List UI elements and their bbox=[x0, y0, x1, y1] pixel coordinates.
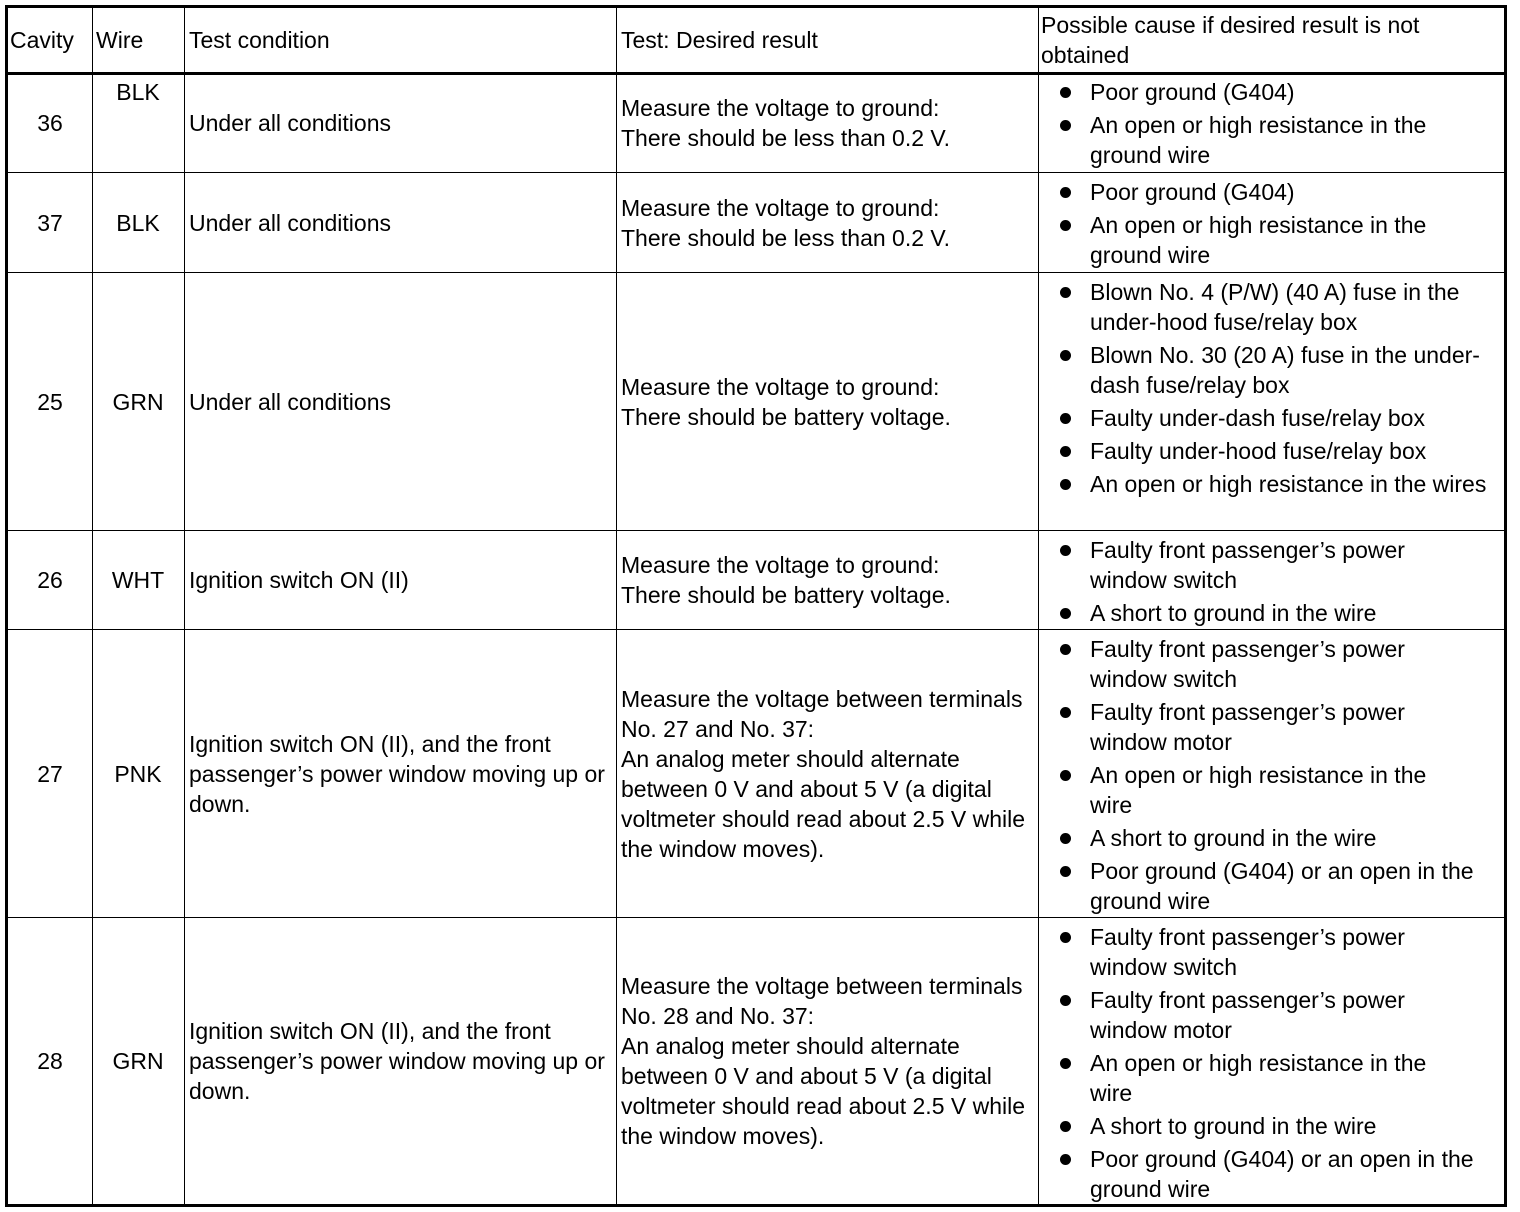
causes-cell bbox=[1038, 277, 1504, 530]
result-cell: Measure the voltage between terminals No. 27 and No. 37: An analog meter should alternate between 0 V and about 5 V (a digital voltmeter should read about 2.5 V while the window moves). bbox=[621, 685, 1026, 862]
cause-item: Poor ground (G404) or an open in the ground wire bbox=[1038, 1144, 1474, 1204]
cause-item: Blown No. 4 (P/W) (40 A) fuse in the under-hood fuse/relay box bbox=[1038, 277, 1500, 337]
header-possible-cause: Possible cause if desired result is not obtained bbox=[1041, 12, 1420, 68]
table-row bbox=[8, 173, 1504, 272]
cause-item: Blown No. 30 (20 A) fuse in the under-dash fuse/relay box bbox=[1038, 340, 1500, 400]
causes-list bbox=[1038, 535, 1454, 628]
cause-item: Faulty front passenger’s power window motor bbox=[1038, 985, 1474, 1045]
table-row bbox=[8, 630, 1504, 917]
result-cell: Measure the voltage to ground: There should be battery voltage. bbox=[621, 552, 951, 608]
wire-cell: WHT bbox=[111, 567, 165, 593]
table-row bbox=[8, 273, 1504, 530]
result-cell: Measure the voltage to ground: There should be battery voltage. bbox=[621, 373, 951, 430]
causes-list bbox=[1038, 277, 1500, 499]
header-cavity: Cavity bbox=[10, 27, 74, 53]
cause-item: Poor ground (G404) or an open in the ground wire bbox=[1038, 856, 1474, 916]
condition-cell: Ignition switch ON (II), and the front passenger’s power window moving up or down. bbox=[189, 730, 605, 817]
header-test-condition: Test condition bbox=[189, 27, 330, 53]
causes-cell bbox=[1038, 77, 1504, 172]
causes-list bbox=[1038, 922, 1474, 1204]
cause-item: Poor ground (G404) bbox=[1038, 177, 1496, 207]
cause-item: A short to ground in the wire bbox=[1038, 598, 1454, 628]
table-row bbox=[8, 918, 1504, 1204]
wire-cell: GRN bbox=[112, 388, 164, 415]
cause-item: A short to ground in the wire bbox=[1038, 1111, 1474, 1141]
condition-cell: Under all conditions bbox=[189, 209, 392, 236]
cause-item: Faulty under-hood fuse/relay box bbox=[1038, 436, 1500, 466]
cause-item: Faulty front passenger’s power window switch bbox=[1038, 922, 1474, 982]
result-cell: Measure the voltage to ground: There should be less than 0.2 V. bbox=[621, 194, 951, 251]
causes-cell bbox=[1038, 535, 1504, 629]
cause-item: Faulty front passenger’s power window switch bbox=[1038, 634, 1474, 694]
header-desired-result: Test: Desired result bbox=[621, 27, 818, 53]
condition-cell: Under all conditions bbox=[189, 109, 392, 136]
condition-cell: Under all conditions bbox=[189, 388, 392, 415]
cavity-cell: 28 bbox=[37, 1048, 63, 1074]
cavity-cell: 26 bbox=[37, 567, 63, 593]
cavity-cell: 25 bbox=[37, 388, 63, 415]
header-wire: Wire bbox=[96, 27, 144, 53]
condition-cell: Ignition switch ON (II) bbox=[189, 567, 409, 593]
wire-cell: BLK bbox=[116, 79, 160, 105]
cause-item: An open or high resistance in the wires bbox=[1038, 469, 1500, 499]
wire-cell: BLK bbox=[116, 209, 160, 236]
result-cell: Measure the voltage to ground: There should be less than 0.2 V. bbox=[621, 94, 951, 151]
header-row bbox=[8, 8, 1504, 72]
cavity-cell: 37 bbox=[37, 209, 63, 236]
causes-list bbox=[1038, 77, 1496, 170]
cause-item: Poor ground (G404) bbox=[1038, 77, 1496, 107]
result-cell: Measure the voltage between terminals No. 28 and No. 37: An analog meter should alternate between 0 V and about 5 V (a digital voltmeter should read about 2.5 V while the window moves). bbox=[621, 973, 1026, 1149]
cause-item: Faulty under-dash fuse/relay box bbox=[1038, 403, 1500, 433]
table-row bbox=[8, 73, 1504, 172]
wire-cell: PNK bbox=[114, 760, 162, 787]
cavity-cell: 36 bbox=[37, 109, 63, 136]
cavity-cell: 27 bbox=[37, 760, 63, 787]
condition-cell: Ignition switch ON (II), and the front passenger’s power window moving up or down. bbox=[189, 1018, 605, 1104]
causes-list bbox=[1038, 177, 1496, 270]
causes-cell bbox=[1038, 922, 1504, 1204]
table-row bbox=[8, 531, 1504, 629]
diagnostic-table bbox=[5, 5, 1507, 1207]
cause-item: Faulty front passenger’s power window switch bbox=[1038, 535, 1454, 595]
causes-cell bbox=[1038, 634, 1504, 917]
wire-cell: GRN bbox=[112, 1048, 164, 1074]
cause-item: An open or high resistance in the ground wire bbox=[1038, 210, 1496, 270]
cause-item: Faulty front passenger’s power window motor bbox=[1038, 697, 1474, 757]
cause-item: A short to ground in the wire bbox=[1038, 823, 1474, 853]
cause-item: An open or high resistance in the wire bbox=[1038, 1048, 1474, 1108]
causes-list bbox=[1038, 634, 1474, 916]
cause-item: An open or high resistance in the ground wire bbox=[1038, 110, 1496, 170]
causes-cell bbox=[1038, 177, 1504, 272]
cause-item: An open or high resistance in the wire bbox=[1038, 760, 1474, 820]
